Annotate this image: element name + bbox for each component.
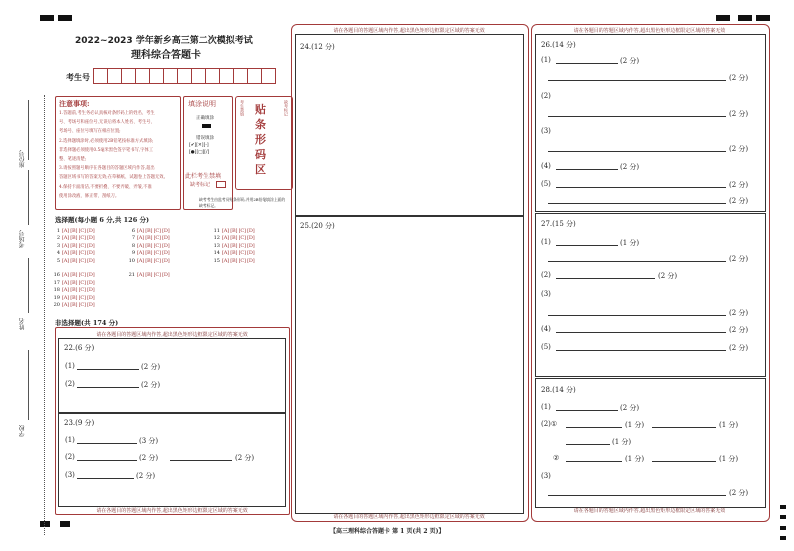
question-number: 13 [213,242,220,249]
q27-blank[interactable] [548,315,726,316]
choice-options[interactable]: [A] [B] [C] [D] [222,235,255,242]
choice-options[interactable]: [A] [B] [C] [D] [137,235,170,242]
question-number: 12 [213,235,220,242]
side-underline [28,258,29,313]
candidate-digit-box[interactable] [205,68,220,84]
q27-pts: (2 分) [729,309,749,317]
timing-mark [40,521,50,527]
question-number: 21 [128,272,135,279]
q24-title: 24.(12 分) [300,43,335,51]
q22-r2-label: (2) [65,380,75,388]
notice-line: 号、考场号和座位号,无误后将本人姓名、考生号、 [59,120,155,126]
notice-line: 3.请按照题号顺序在各题目的答题区域内作答,超出 [59,166,155,172]
q26-blank[interactable] [548,116,726,117]
candidate-digit-box[interactable] [121,68,136,84]
nonchoice-title: 非选择题(共 174 分) [55,319,119,327]
q26-blank[interactable] [556,169,618,170]
question-number: 16 [53,272,60,279]
q26-label: (3) [541,127,551,135]
timing-mark [40,15,54,21]
barcode-char: 贴 [255,103,266,116]
region-notice-left: 请在各题目的答题区域内作答,超出黑色矩形边框限定区域的答案无效 [96,332,248,338]
choice-options[interactable]: [A] [B] [C] [D] [222,257,255,264]
q28-label: (1) [541,403,551,411]
q23-r1-blank[interactable] [77,443,137,444]
choice-options[interactable]: [A] [B] [C] [D] [62,287,95,294]
question-number: 18 [53,287,60,294]
question-number: 15 [213,257,220,264]
choice-options[interactable]: [A] [B] [C] [D] [222,242,255,249]
q23-r1-pts: (3 分) [139,437,159,445]
question-number: 3 [56,242,60,249]
question-number: 2 [56,235,60,242]
forbidden-note: 缺考考生由监考员贴条形码,并用2B铅笔填涂上面的缺考标记。 [199,197,286,208]
choice-options[interactable]: [A] [B] [C] [D] [62,279,95,286]
q22-title: 22.(6 分) [64,344,95,352]
q25-box[interactable] [295,216,524,514]
q26-pts: (2 分) [620,163,640,171]
notice-line: 考场号、座位号填写在相应位置; [59,129,121,135]
q23-r2b-pts: (2 分) [235,454,255,462]
q28-pts: (1 分) [625,421,645,429]
timing-mark [780,505,786,509]
side-label-name: 姓名 [19,318,26,330]
q23-r3-pts: (2 分) [136,472,156,480]
timing-mark [780,526,786,530]
region-notice-middle-bottom: 请在各题目的答题区域内作答,超出黑色矩形边框限定区域的答案无效 [333,514,485,520]
notice-line: 1.答题前,考生务必认真核对条形码上的姓名、考生 [59,111,155,116]
candidate-digit-box[interactable] [219,68,234,84]
timing-mark [58,15,72,21]
choice-options[interactable]: [A] [B] [C] [D] [222,228,255,234]
q27-label: (4) [541,325,551,333]
question-number: 1 [56,228,60,234]
q27-blank[interactable] [548,261,726,262]
choice-options[interactable]: [A] [B] [C] [D] [137,242,170,249]
choice-options[interactable]: [A] [B] [C] [D] [137,250,170,257]
question-number: 20 [53,302,60,308]
q23-r2-label: (2) [65,453,75,461]
binding-line [44,95,45,535]
q28-pts: (1 分) [719,455,739,463]
candidate-digit-box[interactable] [93,68,108,84]
timing-mark [756,15,770,21]
side-underline [28,170,29,225]
q22-r1-pts: (2 分) [141,363,161,371]
q26-blank[interactable] [548,151,726,152]
choice-options[interactable]: [A] [B] [C] [D] [137,272,170,279]
candidate-digit-box[interactable] [191,68,206,84]
page-subtitle: 理科综合答题卡 [131,50,201,61]
q27-pts: (2 分) [729,326,749,334]
question-number: 19 [53,294,60,301]
q27-blank[interactable] [556,332,726,333]
q22-r2-blank[interactable] [77,387,139,388]
q23-r1-label: (1) [65,436,75,444]
candidate-digit-box[interactable] [149,68,164,84]
barcode-right-note: 缺考标记 [284,100,289,116]
choice-options[interactable]: [A] [B] [C] [D] [62,294,95,301]
q28-blank[interactable] [652,427,716,428]
candidate-digit-box[interactable] [177,68,192,84]
notice-line: 4.保持卡面清洁,不要折叠、不要弄破、弄皱,不准 [59,184,152,190]
choice-options[interactable]: [A] [B] [C] [D] [62,302,95,308]
q26-blank[interactable] [556,187,726,188]
q28-pts: (1 分) [612,438,632,446]
q26-pts: (2 分) [729,181,749,189]
side-label-room: 考场号 [19,230,26,248]
q28-label: (2)① [541,420,558,428]
choice-options[interactable]: [A] [B] [C] [D] [62,235,95,242]
q28-pts: (2 分) [620,404,640,412]
q28-pts: (1 分) [625,455,645,463]
q28-pts: (1 分) [719,421,739,429]
barcode-char: 条 [255,118,266,131]
side-underline [28,350,29,420]
q22-r1-blank[interactable] [77,369,139,370]
candidate-digit-box[interactable] [261,68,276,84]
fill-wrong-example: [✔][✕][-] [189,143,209,148]
notice-line: 非选择题必须使用0.5毫米黑色签字笔书写,字体工 [59,147,154,153]
question-number: 10 [128,257,135,264]
q23-r3-label: (3) [65,471,75,479]
q27-label: (1) [541,238,551,246]
page-title: 2022~2023 学年新乡高三第二次模拟考试 [75,36,253,46]
question-number: 17 [53,279,60,286]
q22-r1-label: (1) [65,362,75,370]
notice-line: 使用涂改液、修正带、刮纸刀。 [59,193,120,199]
q27-pts: (1 分) [620,239,640,247]
candidate-digit-box[interactable] [233,68,248,84]
choice-options[interactable]: [A] [B] [C] [D] [62,228,95,234]
candidate-digit-box[interactable] [163,68,178,84]
timing-mark [738,15,752,21]
q28-blank[interactable] [566,444,610,445]
q28-title: 28.(14 分) [541,386,576,394]
q27-blank[interactable] [556,245,618,246]
region-notice-left-bottom: 请在各题目的答题区域内作答,超出黑色矩形边框限定区域的答案无效 [96,508,248,514]
absent-checkbox[interactable] [216,181,226,188]
q26-label: (4) [541,162,551,170]
candidate-digit-box[interactable] [107,68,122,84]
question-number: 5 [56,257,60,264]
q28-blank[interactable] [548,495,726,496]
q28-blank[interactable] [566,427,622,428]
q26-label: (1) [541,56,551,64]
q27-pts: (2 分) [658,272,678,280]
q23-r2-pts: (2 分) [139,454,159,462]
choice-options[interactable]: [A] [B] [C] [D] [62,250,95,257]
q26-pts: (2 分) [729,74,749,82]
timing-mark [60,521,70,527]
question-number: 6 [131,228,135,234]
question-number: 7 [131,235,135,242]
question-number: 11 [213,228,220,234]
notice-line: 整、笔迹清楚; [59,157,87,162]
absent-label: 缺考标记 [190,182,211,188]
choice-options[interactable]: [A] [B] [C] [D] [137,257,170,264]
choice-title: 选择题(每小题 6 分,共 126 分) [55,216,150,224]
q28-pts: (2 分) [729,489,749,497]
timing-mark [716,15,730,21]
q26-pts: (2 分) [729,110,749,118]
choice-options[interactable]: [A] [B] [C] [D] [62,257,95,264]
notice-line: 答题区域书写的答案无效;在草稿纸、试题卷上答题无效。 [59,175,168,181]
q26-blank[interactable] [556,63,618,64]
q28-blank[interactable] [556,410,618,411]
candidate-digit-box[interactable] [247,68,262,84]
q23-r3-blank[interactable] [77,478,134,479]
fill-correct-example [202,124,211,128]
question-number: 14 [213,250,220,257]
q28-blank[interactable] [652,461,716,462]
side-label-school: 学校 [19,425,26,437]
choice-options[interactable]: [A] [B] [C] [D] [222,250,255,257]
q26-pts: (2 分) [729,145,749,153]
barcode-left-note: 考生禁填 [240,100,245,116]
region-notice-right-bottom: 请在各题目的答题区域内作答,超出黑色矩形边框限定区域的答案无效 [573,508,726,514]
fill-wrong-example: [●][□][/] [189,150,210,155]
q27-label: (3) [541,290,551,298]
q26-title: 26.(14 分) [541,41,576,49]
choice-options[interactable]: [A] [B] [C] [D] [62,272,95,279]
notice-title: 注意事项: [59,99,90,108]
q27-pts: (2 分) [729,344,749,352]
q27-blank[interactable] [556,278,655,279]
q27-title: 27.(15 分) [541,220,576,228]
barcode-char: 区 [255,163,266,176]
timing-mark [780,515,786,519]
q27-label: (5) [541,343,551,351]
candidate-label: 考生号 [66,72,90,82]
side-underline [28,100,29,160]
q27-label: (2) [541,271,551,279]
q24-box[interactable] [295,34,524,216]
q26-label: (2) [541,92,551,100]
fill-guide-title: 填涂说明 [188,100,216,108]
q26-pts: (2 分) [729,197,749,205]
fill-correct-label: 正确填涂 [196,116,214,121]
q23-r2b-blank[interactable] [170,460,232,461]
side-label-seat: 座位号 [19,150,26,168]
q27-pts: (2 分) [729,255,749,263]
barcode-char: 形 [255,133,266,146]
region-notice-right: 请在各题目的答题区域内作答,超出黑色矩形边框限定区域的答案无效 [573,28,726,34]
forbidden-title: 此栏考生禁填 [185,173,222,180]
q26-label: (5) [541,180,551,188]
question-number: 8 [131,242,135,249]
q23-r2-blank[interactable] [77,460,137,461]
question-number: 9 [131,250,135,257]
region-notice-middle: 请在各题目的答题区域内作答,超出黑色矩形边框限定区域的答案无效 [333,28,485,34]
candidate-digit-box[interactable] [135,68,150,84]
q23-title: 23.(9 分) [64,419,95,427]
q28-blank[interactable] [566,461,622,462]
barcode-char: 码 [255,148,266,161]
fill-wrong-label: 错误填涂 [196,136,214,141]
notice-line: 2.选择题填涂时,必须使用2B铅笔按标准方式填涂; [59,138,154,144]
choice-options[interactable]: [A] [B] [C] [D] [137,228,170,234]
q28-label: ② [553,454,560,462]
q25-title: 25.(20 分) [300,222,335,230]
q26-blank[interactable] [548,203,726,204]
q28-label: (3) [541,472,551,480]
question-number: 4 [56,250,60,257]
q22-r2-pts: (2 分) [141,381,161,389]
timing-mark [780,536,786,540]
q26-pts: (2 分) [620,57,640,65]
page-footer: 【高三理科综合答题卡 第 1 页(共 2 页)】 [330,528,445,535]
q26-blank[interactable] [548,80,726,81]
q27-blank[interactable] [556,350,726,351]
choice-options[interactable]: [A] [B] [C] [D] [62,242,95,249]
